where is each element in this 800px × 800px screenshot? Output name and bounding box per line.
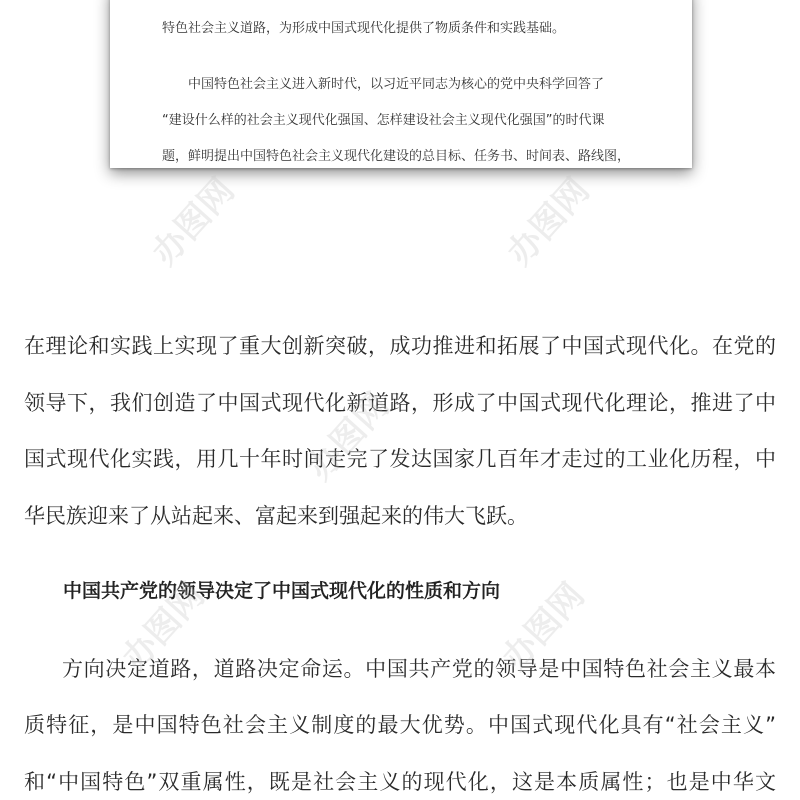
watermark: 办图网 bbox=[499, 170, 598, 274]
card-text-line: 特色社会主义道路，为形成中国式现代化提供了物质条件和实践基础。 bbox=[162, 21, 566, 36]
body-text-line: 国式现代化实践，用几十年时间走完了发达国家几百年才走过的工业化历程，中 bbox=[24, 447, 776, 471]
body-text-line: 和“中国特色”双重属性，既是社会主义的现代化，这是本质属性；也是中华文 bbox=[24, 770, 776, 794]
card-text-line: 题，鲜明提出中国特色社会主义现代化建设的总目标、任务书、时间表、路线图， bbox=[162, 149, 631, 164]
document-preview-card bbox=[110, 0, 692, 168]
card-text-line: “建设什么样的社会主义现代化强国、怎样建设社会主义现代化强国”的时代课 bbox=[162, 113, 605, 128]
body-text-line: 质特征，是中国特色社会主义制度的最大优势。中国式现代化具有“社会主义” bbox=[24, 713, 776, 737]
body-text-line: 领导下，我们创造了中国式现代化新道路，形成了中国式现代化理论，推进了中 bbox=[24, 391, 776, 415]
watermark: 办图网 bbox=[144, 170, 243, 274]
watermark: 办图网 bbox=[114, 575, 213, 679]
watermark: 办图网 bbox=[494, 575, 593, 679]
body-text-line: 在理论和实践上实现了重大创新突破，成功推进和拓展了中国式现代化。在党的 bbox=[24, 334, 776, 358]
card-text-line: 中国特色社会主义进入新时代，以习近平同志为核心的党中央科学回答了 bbox=[188, 77, 605, 92]
body-text-line: 方向决定道路，道路决定命运。中国共产党的领导是中国特色社会主义最本 bbox=[62, 657, 776, 681]
body-text-line: 华民族迎来了从站起来、富起来到强起来的伟大飞跃。 bbox=[24, 504, 528, 528]
section-heading: 中国共产党的领导决定了中国式现代化的性质和方向 bbox=[63, 580, 501, 602]
watermark: 办图网 bbox=[299, 385, 398, 489]
